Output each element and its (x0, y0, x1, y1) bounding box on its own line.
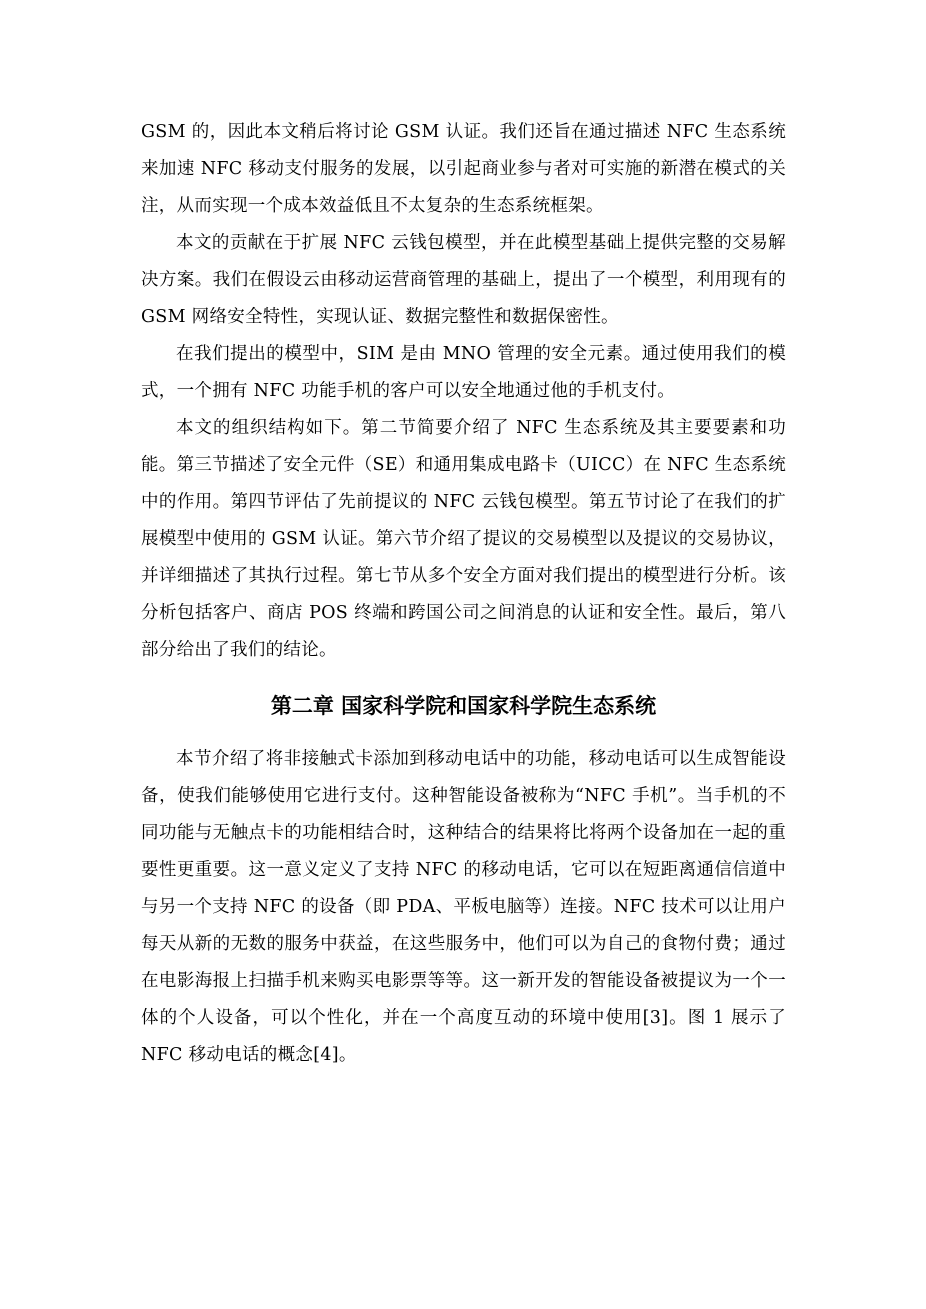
paragraph-organization: 本文的组织结构如下。第二节简要介绍了 NFC 生态系统及其主要要素和功能。第三节描述了安全元件（SE）和通用集成电路卡（UICC）在 NFC 生态系统中的作用。第四节评估了先前提议的 NFC 云钱包模型。第五节讨论了在我们的扩展模型中使用的 GSM 认证。第六节介绍了提议的交易模型以及提议的交易协议，并详细描述了其执行过程。第七节从多个安全方面对我们提出的模型进行分析。该分析包括客户、商店 POS 终端和跨国公司之间消息的认证和安全性。最后，第八部分给出了我们的结论。 (141, 418, 786, 660)
chapter-heading: 第二章 国家科学院和国家科学院生态系统 (270, 694, 657, 718)
paragraph-nfc-phone: 本节介绍了将非接触式卡添加到移动电话中的功能，移动电话可以生成智能设备，使我们能够使用它进行支付。这种智能设备被称为“NFC 手机”。当手机的不同功能与无触点卡的功能相结合时，这种结合的结果将比将两个设备加在一起的重要性更重要。这一意义定义了支持 NFC 的移动电话，它可以在短距离通信信道中与另一个支持 NFC 的设备（即 PDA、平板电脑等）连接。NFC 技术可以让用户每天从新的无数的服务中获益，在这些服务中，他们可以为自己的食物付费；通过在电影海报上扫描手机来购买电影票等等。这一新开发的智能设备被提议为一个一体的个人设备，可以个性化，并在一个高度互动的环境中使用[3]。图 1 展示了 NFC 移动电话的概念[4]。 (141, 749, 786, 1065)
paragraph-contribution: 本文的贡献在于扩展 NFC 云钱包模型，并在此模型基础上提供完整的交易解决方案。我们在假设云由移动运营商管理的基础上，提出了一个模型，利用现有的 GSM 网络安全特性，实现认证、数据完整性和数据保密性。 (141, 233, 786, 327)
document-body (141, 114, 786, 1074)
paragraph-model: 在我们提出的模型中，SIM 是由 MNO 管理的安全元素。通过使用我们的模式，一个拥有 NFC 功能手机的客户可以安全地通过他的手机支付。 (141, 344, 786, 401)
paragraph-continued: GSM 的，因此本文稍后将讨论 GSM 认证。我们还旨在通过描述 NFC 生态系统来加速 NFC 移动支付服务的发展，以引起商业参与者对可实施的新潜在模式的关注，从而实现一个成本效益低且不太复杂的生态系统框架。 (141, 122, 786, 216)
